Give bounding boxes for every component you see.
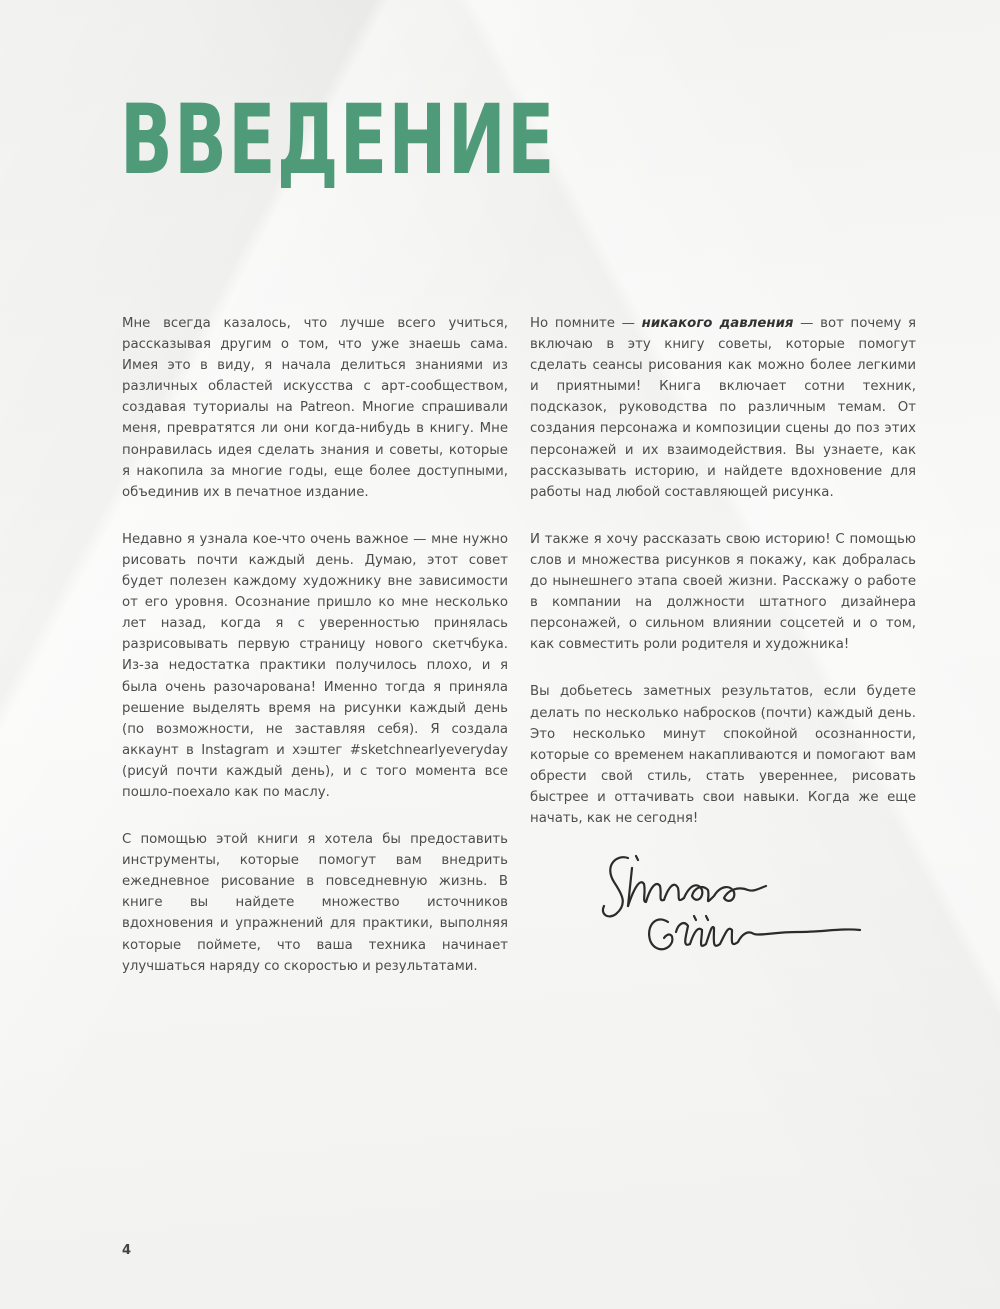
paragraph (530, 313, 916, 503)
paragraph: Мне всегда казалось, что лучше всего учиться, рассказывая другим о том, что уже знаешь сама. Имея это в виду, я начала делиться знаниями из различных областей искусства с арт-сообществом, создавая туториалы на Patreon. Многие спрашивали меня, превратятся ли они когда-нибудь в книгу. Мне понравилась идея сделать знания и советы, которые я накопила за многие годы, еще более доступными, объединив их в печатное издание. (122, 316, 508, 500)
paragraph-text: Но помните — (530, 316, 642, 331)
page-number: 4 (122, 1243, 132, 1258)
right-text-column (530, 313, 916, 855)
paragraph: Недавно я узнала кое-что очень важное — мне нужно рисовать почти каждый день. Думаю, этот совет будет полезен каждому художнику вне зависимости от его уровня. Осознание пришло ко мне несколько лет назад, когда я с уверенностью принялась разрисовывать первую страницу нового скетчбука. Из-за недостатка практики получилось плохо, и я была очень разочарована! Именно тогда я приняла решение выделять время на рисунки каждый день (по возможности, не заставляя себя). Я создала аккаунт в Instagram и хэштег #sketchnearlyeveryday (рисуй почти каждый день), и с того момента все пошло-поехало как по маслу. (122, 531, 508, 800)
paragraph: С помощью этой книги я хотела бы предоставить инструменты, которые помогут вам внедрить ежедневное рисование в повседневную жизнь. В книге вы найдете множество источников вдохновения и упражнений для практики, выполняя которые поймете, что ваша техника начинает улучшаться наряду со скоростью и результатами. (122, 832, 508, 974)
paragraph-text: — вот почему я включаю в эту книгу советы, которые помогут сделать сеансы рисования как можно более легкими и приятными! Книга включает сотни техник, подсказок, руководства по различным темам. От создания персонажа и композиции сцены до поз этих персонажей и их взаимодействия. Вы узнаете, как рассказывать историю, и найдете вдохновение для работы над любой составляющей рисунка. (530, 316, 917, 500)
paragraph: И также я хочу рассказать свою историю! С помощью слов и множества рисунков я покажу, как добралась до нынешнего этапа своей жизни. Расскажу о работе в компании на должности штатного дизайнера персонажей, о сильном влиянии соцсетей и о том, как совместить роли родителя и художника! (530, 531, 916, 653)
emphasis-text: никакого давления (641, 316, 794, 331)
left-text-column (122, 313, 508, 1003)
signature-icon (598, 848, 864, 964)
page-title: ВВЕДЕНИЕ (120, 84, 556, 196)
paragraph: Вы добьетесь заметных результатов, если будете делать по несколько набросков (почти) каждый день. Это несколько минут спокойной осознанности, которые со временем накапливаются и помогают вам обрести свой стиль, стать увереннее, рисовать быстрее и оттачивать свои навыки. Когда же еще начать, как не сегодня! (530, 684, 916, 826)
